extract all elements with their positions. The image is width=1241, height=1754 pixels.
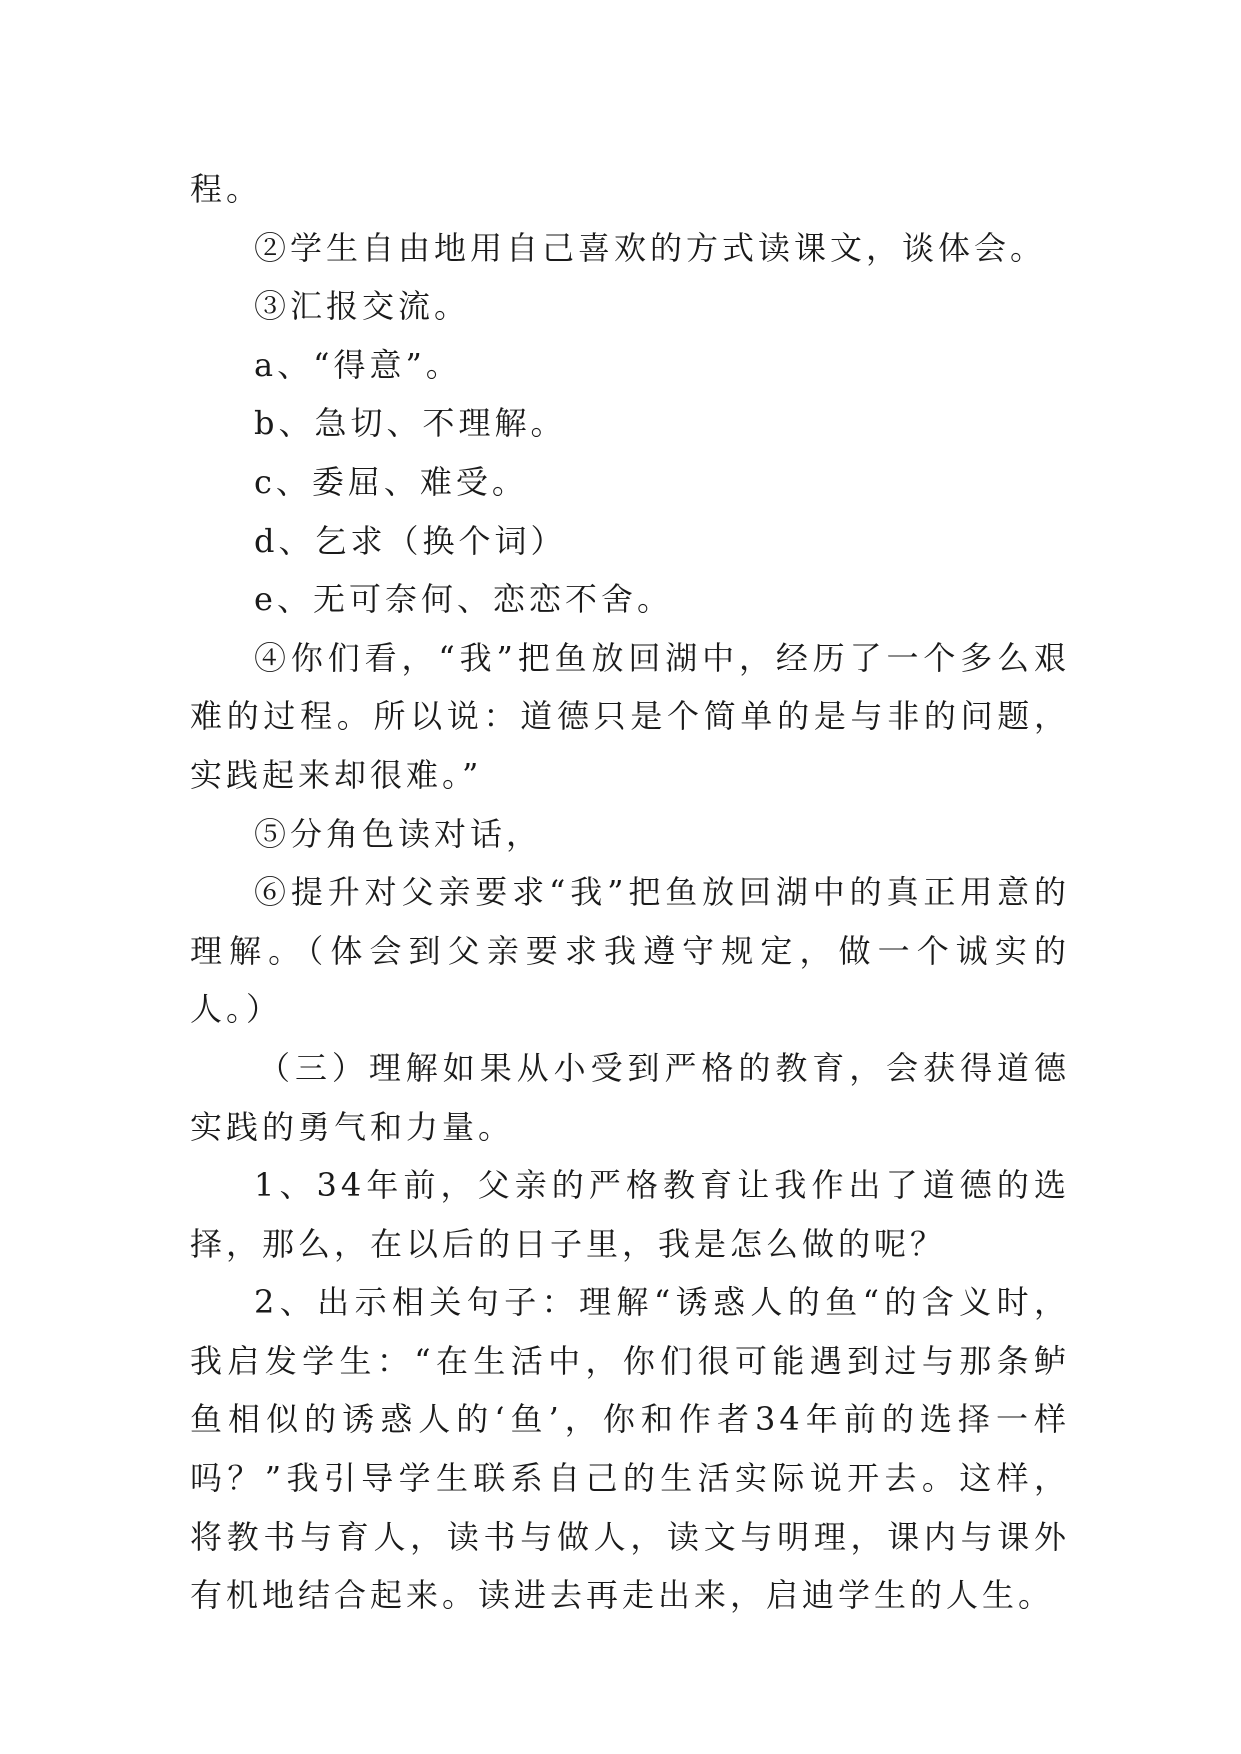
paragraph-step-6: ⑥提升对父亲要求“我”把鱼放回湖中的真正用意的理解。（体会到父亲要求我遵守规定，做一个诚实的人。）: [190, 873, 1070, 1029]
paragraph-step-5: ⑤分角色读对话，: [254, 814, 543, 853]
paragraph-item-d: d、乞求（换个词）: [254, 521, 567, 560]
paragraph-point-2: 2、出示相关句子：理解“诱惑人的鱼“的含义时，我启发学生：“在生活中，你们很可能遇到过与那条鲈鱼相似的诱惑人的‘鱼’，你和作者34年前的选择一样吗？”我引导学生联系自己的生活实际说开去。这样，将教书与育人，读书与做人，读文与明理，课内与课外有机地结合起来。读进去再走出来，启迪学生的人生。: [190, 1283, 1070, 1615]
paragraph-item-c: c、委屈、难受。: [254, 462, 528, 501]
paragraph-point-1: 1、34年前，父亲的严格教育让我作出了道德的选择，那么，在以后的日子里，我是怎么做的呢？: [190, 1166, 1070, 1263]
body-text: [190, 160, 1070, 1625]
paragraph-item-e: e、无可奈何、恋恋不舍。: [254, 580, 673, 619]
paragraph-step-4: ④你们看，“我”把鱼放回湖中，经历了一个多么艰难的过程。所以说：道德只是个简单的是与非的问题，实践起来却很难。”: [190, 638, 1070, 794]
paragraph-section-3: （三）理解如果从小受到严格的教育，会获得道德实践的勇气和力量。: [190, 1048, 1070, 1146]
paragraph-item-b: b、急切、不理解。: [254, 404, 567, 443]
paragraph-item-a: a、“得意”。: [254, 345, 462, 384]
paragraph-step-2: ②学生自由地用自己喜欢的方式读课文，谈体会。: [254, 228, 1047, 267]
paragraph-continuation: 程。: [190, 170, 263, 208]
paragraph-step-3: ③汇报交流。: [254, 287, 471, 326]
